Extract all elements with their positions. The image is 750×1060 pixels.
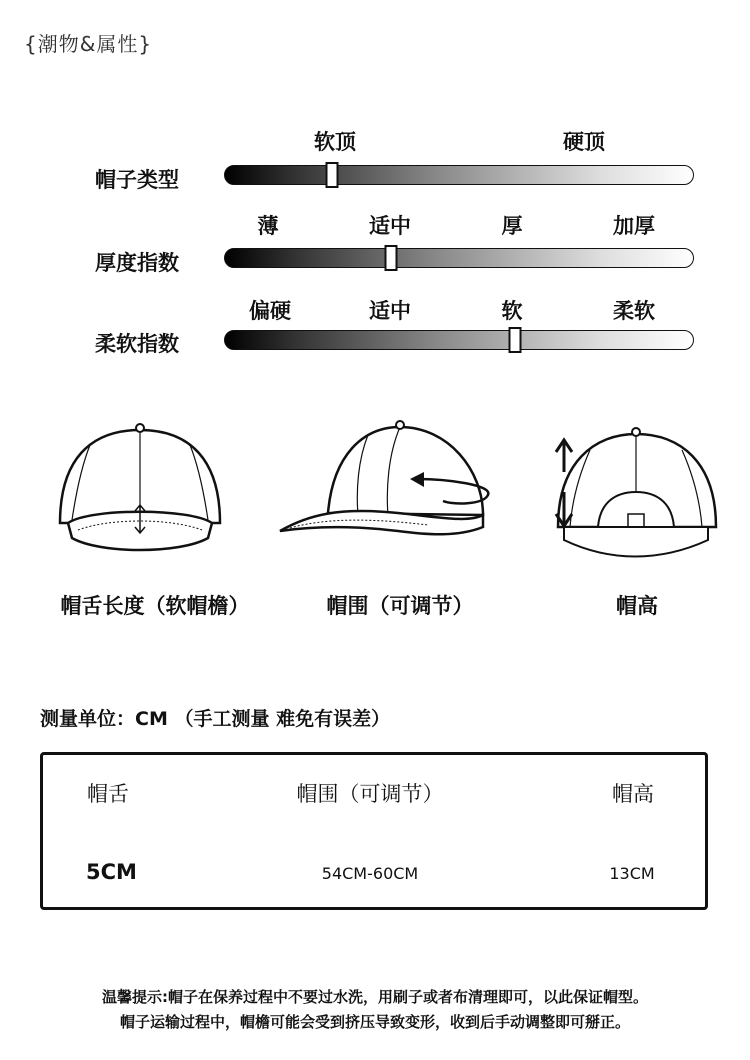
row-label-cap-type: 帽子类型	[95, 168, 179, 192]
care-note: 温馨提示:帽子在保养过程中不要过水洗，用刷子或者布清理即可，以此保证帽型。	[101, 988, 648, 1006]
option-extra-thick: 加厚	[613, 214, 655, 238]
softness-marker	[509, 327, 522, 353]
cap-side-label: 帽围（可调节）	[326, 594, 474, 618]
option-medium: 适中	[369, 214, 411, 238]
table-header-height: 帽高	[612, 782, 654, 806]
cap-back-label: 帽高	[616, 594, 658, 618]
cap-front-illustration	[50, 420, 230, 570]
table-value-brim: 5CM	[86, 860, 137, 884]
table-value-height: 13CM	[609, 864, 655, 883]
size-table	[40, 752, 708, 910]
measure-title: 测量单位：CM （手工测量 难免有误差）	[40, 708, 391, 730]
row-label-softness: 柔软指数	[95, 332, 179, 356]
page-title: {潮物&属性}	[24, 32, 153, 56]
thickness-bar	[224, 248, 694, 268]
option-very-soft: 柔软	[613, 299, 655, 323]
option-thick: 厚	[501, 214, 523, 238]
cap-type-bar	[224, 165, 694, 185]
option-moderate: 适中	[369, 299, 411, 323]
row-label-thickness: 厚度指数	[95, 251, 179, 275]
cap-type-marker	[326, 162, 339, 188]
table-value-circumference: 54CM-60CM	[321, 864, 419, 883]
thickness-marker	[384, 245, 397, 271]
table-header-circumference: 帽围（可调节）	[296, 782, 444, 806]
cap-back-illustration	[550, 422, 722, 562]
option-soft: 软	[501, 299, 523, 323]
table-header-brim: 帽舌	[87, 782, 129, 806]
option-thin: 薄	[257, 214, 279, 238]
option-slightly-hard: 偏硬	[249, 299, 291, 323]
softness-bar	[224, 330, 694, 350]
cap-side-illustration	[278, 415, 500, 550]
option-soft-top: 软顶	[314, 130, 356, 154]
cap-front-label: 帽舌长度（软帽檐）	[60, 594, 250, 618]
shipping-note: 帽子运输过程中，帽檐可能会受到挤压导致变形，收到后手动调整即可掰正。	[119, 1013, 630, 1031]
option-hard-top: 硬顶	[563, 130, 605, 154]
